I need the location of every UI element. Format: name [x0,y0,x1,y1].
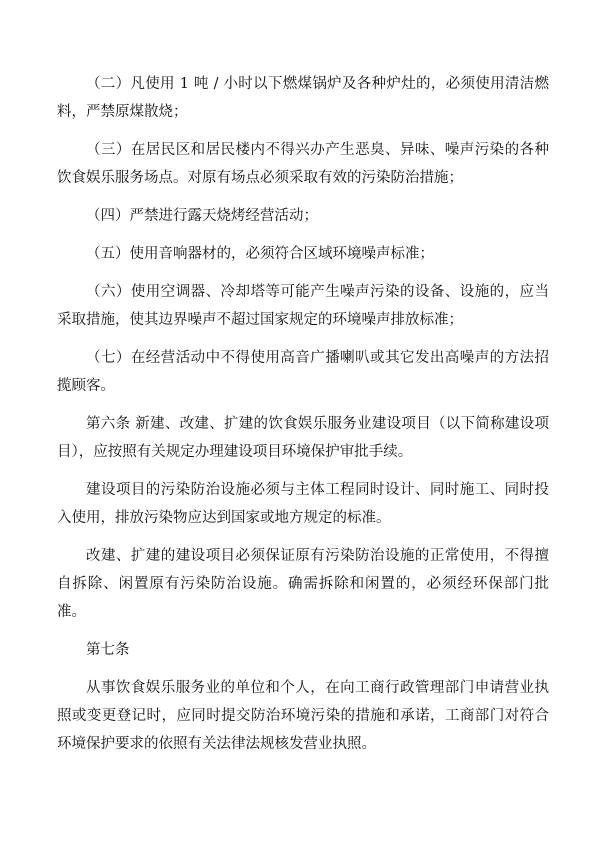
paragraph-item-5: （五）使用音响器材的，必须符合区域环境噪声标准； [86,246,434,262]
paragraph-item-7: （七）在经营活动中不得使用高音广播喇叭或其它发出高噪声的方法招揽顾客。 [57,350,549,394]
document-body [57,70,549,768]
business-license-paragraph: 从事饮食娱乐服务业的单位和个人，在向工商行政管理部门申请营业执照或变更登记时，应同时提交防治环境污染的措施和承诺，工商部门对符合环境保护要求的依照有关法律法规核发营业执照。 [57,680,549,752]
article-6-paragraph: 第六条 新建、改建、扩建的饮食娱乐服务业建设项目（以下简称建设项目），应按照有关规定办理建设项目环境保护审批手续。 [57,416,549,460]
paragraph-item-2: （二）凡使用 1 吨 / 小时以下燃煤锅炉及各种炉灶的，必须使用清洁燃料，严禁原煤散烧； [57,76,549,120]
paragraph-item-3: （三）在居民区和居民楼内不得兴办产生恶臭、异味、噪声污染的各种饮食娱乐服务场点。对原有场点必须采取有效的污染防治措施； [57,142,549,186]
article-7-heading: 第七条 [86,642,130,658]
renovation-paragraph: 改建、扩建的建设项目必须保证原有污染防治设施的正常使用，不得擅自拆除、闲置原有污染防治设施。确需拆除和闲置的，必须经环保部门批准。 [57,548,549,620]
paragraph-item-6: （六）使用空调器、冷却塔等可能产生噪声污染的设备、设施的，应当采取措施，使其边界噪声不超过国家规定的环境噪声排放标准； [57,284,549,328]
paragraph-item-4: （四）严禁进行露天烧烤经营活动； [86,208,318,224]
construction-standards-paragraph: 建设项目的污染防治设施必须与主体工程同时设计、同时施工、同时投入使用，排放污染物应达到国家或地方规定的标准。 [57,482,549,526]
